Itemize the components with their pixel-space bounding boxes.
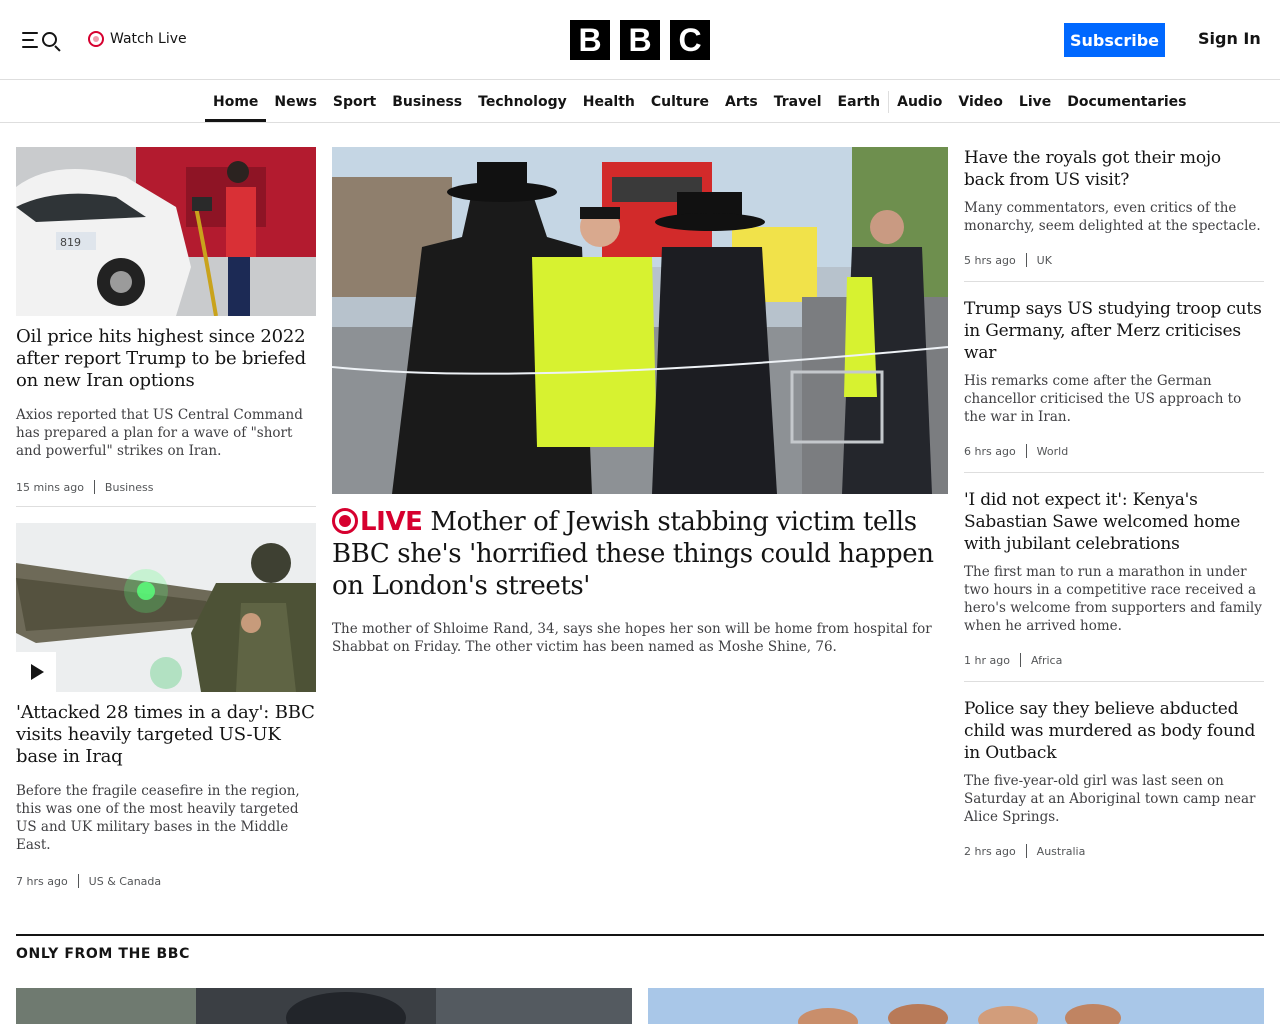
story-image xyxy=(16,988,632,1024)
story-card[interactable] xyxy=(964,147,1264,281)
story-divider xyxy=(964,281,1264,282)
watch-live-label: Watch Live xyxy=(110,31,187,47)
story-headline[interactable]: 'Attacked 28 times in a day': BBC visits heavily targeted US-UK base in Iraq xyxy=(16,702,315,767)
story-summary: Before the fragile ceasefire in the region, this was one of the most heavily targeted US and UK military bases in the Middle East. xyxy=(16,783,300,853)
nav-item-business[interactable]: Business xyxy=(392,93,463,110)
story-summary: The first man to run a marathon in under two hours in a competitive race received a hero's welcome from supporters and family when he arrived home. xyxy=(964,564,1262,634)
story-meta xyxy=(964,653,1264,667)
story-section[interactable]: US & Canada xyxy=(88,874,162,888)
story-summary: His remarks come after the German chancellor criticised the US approach to the war in Iran. xyxy=(964,373,1242,425)
section-title: ONLY FROM THE BBC xyxy=(16,946,190,962)
story-card[interactable] xyxy=(16,523,316,888)
story-time: 6 hrs ago xyxy=(964,444,1016,458)
story-time: 5 hrs ago xyxy=(964,253,1016,267)
live-dot-icon xyxy=(88,31,104,47)
story-meta xyxy=(16,874,316,888)
nav-item-health[interactable]: Health xyxy=(582,93,635,110)
nav-item-news[interactable]: News xyxy=(274,93,317,110)
main-nav xyxy=(0,81,1280,123)
lead-summary: The mother of Shloime Rand, 34, says she hopes her son will be home from hospital for Shabbat on Friday. The other victim has been named as Moshe Shine, 76. xyxy=(332,621,932,655)
story-time: 15 mins ago xyxy=(16,480,84,494)
lead-headline[interactable] xyxy=(332,506,948,602)
feature-image[interactable] xyxy=(648,988,1264,1024)
story-summary: Axios reported that US Central Command has prepared a plan for a wave of "short and powerful" strikes on Iran. xyxy=(16,407,303,459)
story-time: 1 hr ago xyxy=(964,653,1010,667)
live-icon xyxy=(332,508,358,534)
play-icon xyxy=(31,664,44,680)
story-section[interactable]: UK xyxy=(1036,253,1052,267)
story-section[interactable]: Africa xyxy=(1030,653,1063,667)
story-card[interactable] xyxy=(16,147,316,494)
story-section[interactable]: Australia xyxy=(1036,844,1086,858)
story-divider xyxy=(964,472,1264,473)
story-image xyxy=(16,523,316,692)
nav-item-video[interactable]: Video xyxy=(958,93,1003,110)
watch-live-link[interactable] xyxy=(88,30,187,48)
nav-item-culture[interactable]: Culture xyxy=(650,93,709,110)
fuel-pump-photo[interactable] xyxy=(16,147,316,316)
police-street-photo[interactable] xyxy=(332,147,948,494)
story-meta xyxy=(964,444,1264,458)
menu-search-button[interactable] xyxy=(22,28,62,52)
video-play-button[interactable] xyxy=(16,652,56,692)
nav-item-technology[interactable]: Technology xyxy=(478,93,567,110)
story-card[interactable] xyxy=(964,698,1264,872)
feature-image[interactable] xyxy=(16,988,632,1024)
story-summary: Many commentators, even critics of the monarchy, seem delighted at the spectacle. xyxy=(964,200,1261,234)
nav-item-travel[interactable]: Travel xyxy=(773,93,822,110)
lead-headline-text: Mother of Jewish stabbing victim tells BBC she's 'horrified these things could happen on London's streets' xyxy=(332,507,934,601)
story-card[interactable] xyxy=(964,298,1264,472)
story-time: 7 hrs ago xyxy=(16,874,68,888)
story-meta xyxy=(16,480,316,494)
story-section[interactable]: Business xyxy=(104,480,154,494)
story-meta xyxy=(964,253,1264,267)
sign-in-link[interactable]: Sign In xyxy=(1198,29,1261,48)
story-headline[interactable]: Have the royals got their mojo back from US visit? xyxy=(964,148,1221,190)
only-from-bbc-section xyxy=(16,934,1264,962)
story-card[interactable] xyxy=(964,489,1264,681)
soldier-launcher-photo[interactable] xyxy=(16,523,316,692)
live-badge: LIVE xyxy=(332,507,423,537)
nav-item-live[interactable]: Live xyxy=(1018,93,1052,110)
story-summary: The five-year-old girl was last seen on Saturday at an Aboriginal town camp near Alice Springs. xyxy=(964,773,1256,825)
story-time: 2 hrs ago xyxy=(964,844,1016,858)
story-meta xyxy=(964,844,1264,858)
left-column xyxy=(16,147,316,888)
subscribe-button[interactable]: Subscribe xyxy=(1064,23,1165,57)
story-image xyxy=(648,988,1264,1024)
story-image xyxy=(16,147,316,316)
story-headline[interactable]: Police say they believe abducted child was murdered as body found in Outback xyxy=(964,699,1256,763)
story-divider xyxy=(16,506,316,507)
logo-letter: B xyxy=(570,20,610,60)
right-column xyxy=(964,147,1264,872)
nav-item-earth[interactable]: Earth xyxy=(837,93,881,110)
bbc-logo[interactable] xyxy=(570,20,710,60)
story-divider xyxy=(964,681,1264,682)
story-headline[interactable]: Trump says US studying troop cuts in Germany, after Merz criticises war xyxy=(964,299,1262,363)
story-image xyxy=(332,147,948,494)
nav-item-home[interactable]: Home xyxy=(205,81,266,122)
story-section[interactable]: World xyxy=(1036,444,1069,458)
nav-item-sport[interactable]: Sport xyxy=(332,93,377,110)
search-icon-handle xyxy=(54,45,60,51)
svg-text:819: 819 xyxy=(60,236,81,249)
nav-item-documentaries[interactable]: Documentaries xyxy=(1067,93,1187,110)
masthead xyxy=(0,0,1280,80)
story-headline[interactable]: 'I did not expect it': Kenya's Sabastian Sawe welcomed home with jubilant celebrations xyxy=(964,490,1241,554)
nav-item-audio[interactable]: Audio xyxy=(897,93,943,110)
logo-letter: C xyxy=(670,20,710,60)
story-headline[interactable]: Oil price hits highest since 2022 after report Trump to be briefed on new Iran options xyxy=(16,326,306,391)
nav-item-arts[interactable]: Arts xyxy=(724,93,758,110)
logo-letter: B xyxy=(620,20,660,60)
lead-story[interactable] xyxy=(332,147,948,656)
